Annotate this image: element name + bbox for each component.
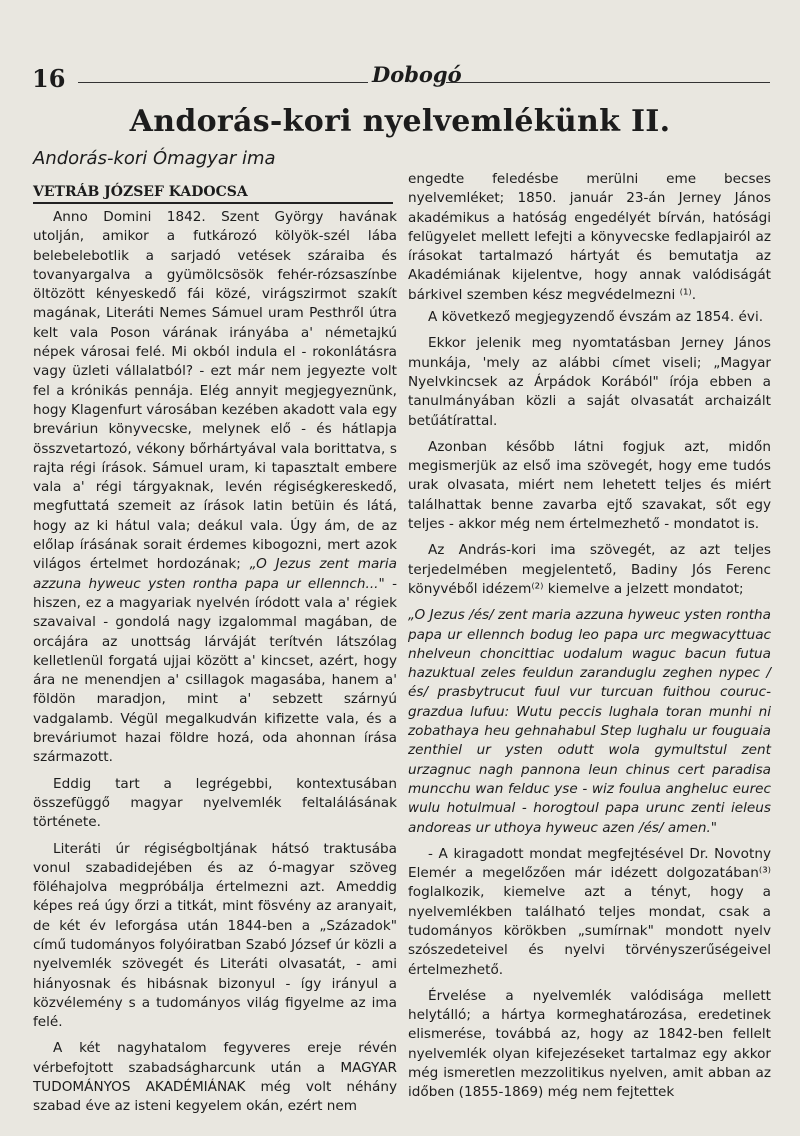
header-rule-right — [446, 82, 770, 83]
intro-text-rest: - hiszen, ez a magyariak nyelvén íródott vala a' régiek szavaival - gondolá nagy izgalommal magában, de orcájára az unottság lárváját terítvén látszólag kelletlenül forgatá ujjai között a' kincset, azért, hogy ára ne menendjen a' csillagok magasába, hanem a' földön maradjon, mint a' sebzett szárnyú vadgalamb. Végül megalkudván kifizette vala, és a breváriumot hazai földre hozá, oda ahonnan írása származott. — [33, 575, 397, 766]
article-subtitle: Andorás-kori Ómagyar ima — [33, 148, 276, 169]
intro-quote: „O Jezus zent maria azzuna hyweuc ysten rontha papa ur ellennch..." — [33, 556, 397, 592]
prayer-text: „O Jezus /és/ zent maria azzuna hyweuc ysten rontha papa ur ellennch bodug leo papa urc megwacyttuac nhelveun choncittiac uodalum waguc bacun futua hazuktual zeles feuldun zaranduglu zeghen nypec /és/ prasbytrucut fuul vur turcuan fuithou couruc-grazdua lufuu: Wutu peccis lughala toran munhi ni zobathaya heu gehnahabul Step lughalu ur fouguaia zenthiel ur ysten odutt wola gymultstul zent urzagnuc nagh pannona leun chinus cert paradisa muncchu wan felduc yse - wiz foulua angheluc eurec wulu hotulmual - horogtoul papa urunc zenti ieleus andoreas ur uthoya hyweuc azen /és/ amen." — [408, 607, 771, 836]
paragraph: A következő megjegyzendő évszám az 1854. évi. — [428, 309, 764, 326]
magazine-name: Dobogó — [372, 62, 462, 87]
paragraph: Literáti úr régiségboltjának hátsó traktusába vonul szabadidejében és az ó-magyar szöveg föléhajolva megpróbálja értelmezni azt. Ameddig képes reá úgy őrzi a titkát, mint fösvény az aranyait, de két év leforgása után 1844-ben a „Századok" című tudományos folyóiratban Szabó József úr közli a nyelvemlék szövegét és Literáti olvasatát, - ami hiányosnak és hibásnak bizonyul - így irányul a közvélemény s a tudományos világ figyelme az ima felé. — [33, 840, 397, 1031]
author-byline: VETRÁB JÓZSEF KADOCSA — [33, 184, 393, 204]
paragraph: - A kiragadott mondat megfejtésével Dr. Novotny Elemér a megelőzően már idézett dolgozatában⁽³⁾ foglalkozik, kiemelve azt a tényt, hogy a nyelvemlékben található teljes mondat, csak a tudományos körökben „sumírnak" mondott nyelv szószedeteivel és nyelvi törvényszerűségeivel értelmezhető. — [408, 845, 771, 978]
paragraph: Ekkor jelenik meg nyomtatásban Jerney János munkája, 'mely az alábbi címet viseli; „Magyar Nyelvkincsek az Árpádok Korából" írója ebben a tanulmányában közli a saját olvasatát archaizált betűátírattal. — [408, 335, 771, 429]
paragraph-intro — [33, 208, 397, 768]
article-title: Andorás-kori nyelvemlékünk II. — [129, 104, 671, 139]
paragraph: Eddig tart a legrégebbi, kontextusában összefüggő magyar nyelvemlék feltalálásának története. — [33, 775, 397, 831]
left-column — [33, 208, 397, 1117]
paragraph-continued: engedte feledésbe merülni eme becses nyelvemléket; 1850. január 23-án Jerney János akadémikus a hatóság engedélyét bírván, hatósági felügyelet mellett lefejti a könyvecske fedlapjairól az írásokat tartalmazó hártyát és bemutatja az Akadémiának kijelentve, hogy annak valódiságát bárkivel szemben kész megvédelmezni ⁽¹⁾. — [408, 171, 771, 303]
page-number: 16 — [32, 64, 66, 93]
paragraph: A két nagyhatalom fegyveres ereje révén vérbefojtott szabadságharcunk után a MAGYAR TUDOMÁNYOS AKADÉMIÁNAK még volt néhány szabad éve az isteni kegyelem okán, ezért nem — [33, 1040, 397, 1115]
paragraph: Érvelése a nyelvemlék valódisága mellett helytálló; a hártya kormeghatározása, eredetinek elismerése, továbbá az, hogy az 1842-ben fellelt nyelvemlék olyan kifejezéseket tartalmaz egy akkor még ismeretlen mezzolitikus nyelven, amit abban az időben (1855-1869) még nem fejtettek — [408, 987, 771, 1101]
intro-text: Anno Domini 1842. Szent György havának utolján, amikor a futkározó kölyök-szél lába belebelebotlik a sarjadó vetések száraiba és tovanyargalva a gyümölcsösök fehér-rózsaszínbe öltözött kényeskedő fái közé, virágszirmot szakít magának, Literáti Nemes Sámuel uram Pesthről útra kelt vala Poson várának irányába a' németajkú népek városai felé. Mi okból indula el - rokonlátásra vagy üzleti vállalatból? - ezt már nem jegyezte volt fel a krónikás pennája. Elég annyit megjegyeznünk, hogy Klagenfurt városában kezében akadott vala egy breváriun könyvecske, melynek elő - és hátlapja összvetartozó, vékony bőrhártyával vala borittatva, s rajta régi írások. Sámuel uram, ki tapasztalt embere vala a' régi tárgyaknak, levén régiségkereskedő, megfuttatá szemeit az írások latin betüin és látá, hogy az ki hátul vala; deákul vala. Úgy ám, de az előlap írásának sorait érdemes kibogozni, mert azok világos értelmet hordozának; — [33, 209, 397, 573]
paragraph: Azonban később látni fogjuk azt, midőn megismerjük az első ima szövegét, hogy eme tudós urak olvasata, miért nem lehetett teljes és miért találhattak benne zavarba ejtő szavakat, sőt egy teljes - akkor még nem értelmezhető - mondatot is. — [408, 438, 771, 533]
header-rule-left — [78, 82, 368, 83]
page-header — [28, 62, 768, 92]
right-column — [408, 170, 771, 1103]
paragraph: Az András-kori ima szövegét, az azt teljes terjedelmében megjelentető, Badiny Jós Ferenc könyvéből idézem⁽²⁾ kiemelve a jelzett mondatot; — [408, 542, 771, 597]
